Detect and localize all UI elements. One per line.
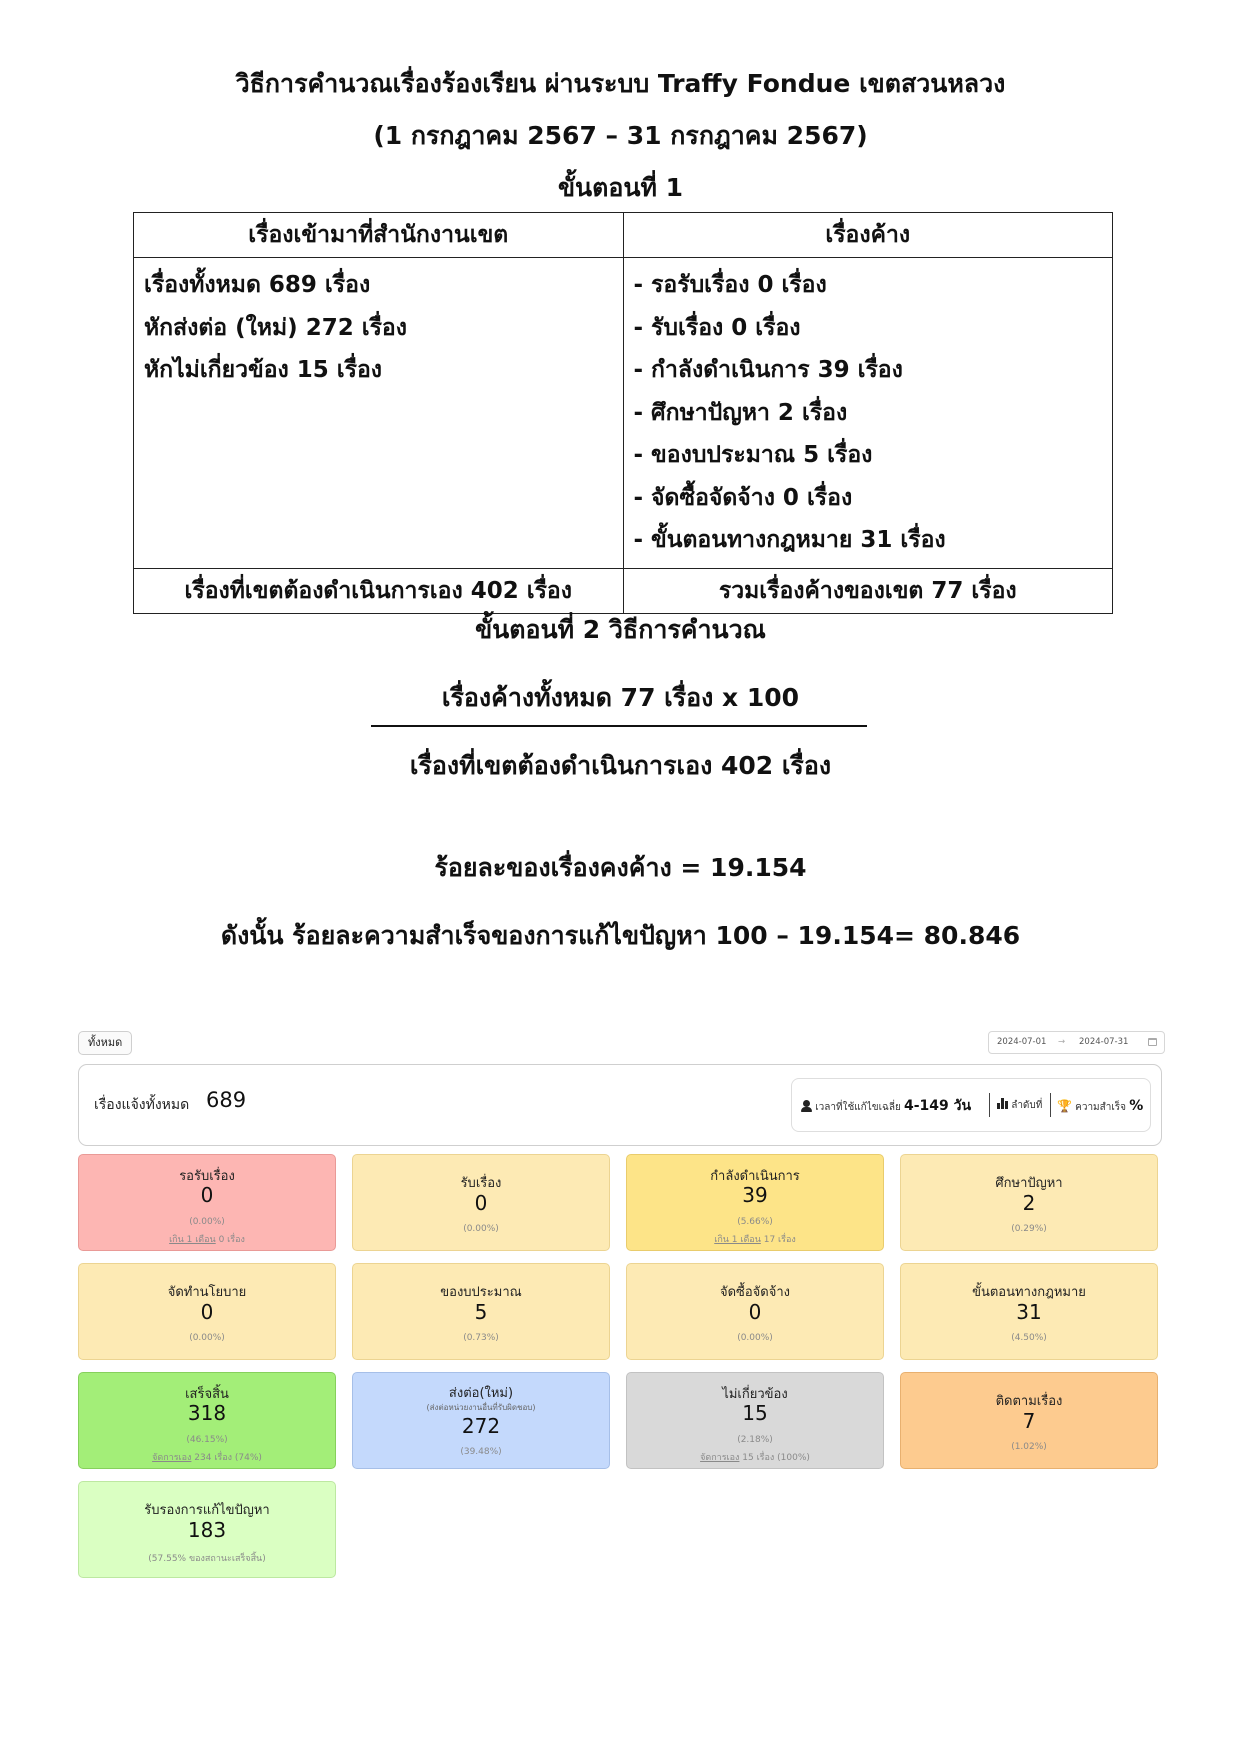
step2-heading: ขั้นตอนที่ 2 วิธีการคำนวณ — [475, 615, 766, 644]
incoming-line-unrelated: หักไม่เกี่ยวข้อง 15 เรื่อง — [144, 357, 383, 383]
card-note — [627, 1450, 883, 1464]
card-title: ของบประมาณ — [440, 1285, 522, 1300]
card-note — [627, 1232, 883, 1246]
card-value: 318 — [187, 1401, 227, 1425]
status-card-follow-up[interactable] — [900, 1372, 1158, 1469]
date-arrow-icon: → — [1058, 1037, 1066, 1047]
avg-time-stat — [801, 1096, 971, 1116]
pending-line-waiting: - รอรับเรื่อง 0 เรื่อง — [633, 272, 827, 298]
card-percent: (0.29%) — [1011, 1224, 1047, 1234]
card-percent: (57.55% ของสถานะเสร็จสิ้น) — [148, 1554, 266, 1564]
card-percent: (39.48%) — [460, 1447, 502, 1457]
incoming-cell — [134, 258, 624, 569]
card-value: 272 — [461, 1414, 501, 1438]
card-value: 7 — [1022, 1409, 1036, 1433]
rank-label: ลำดับที่ — [1011, 1100, 1043, 1111]
card-value: 183 — [187, 1518, 227, 1542]
card-percent: (2.18%) — [737, 1435, 773, 1445]
card-note-text: 0 เรื่อง — [215, 1235, 245, 1245]
status-card-policy[interactable] — [78, 1263, 336, 1360]
card-title: ศึกษาปัญหา — [995, 1176, 1063, 1191]
card-value: 39 — [742, 1183, 768, 1207]
percent-pending: ร้อยละของเรื่องคงค้าง = 19.154 — [434, 853, 807, 882]
card-note-text: 15 เรื่อง (100%) — [739, 1453, 810, 1463]
card-percent: (1.02%) — [1011, 1442, 1047, 1452]
card-subtitle: (ส่งต่อหน่วยงานอื่นที่รับผิดชอบ) — [426, 1403, 536, 1412]
document-title: วิธีการคำนวณเรื่องร้องเรียน ผ่านระบบ Traffy Fondue เขตสวนหลวง — [235, 69, 1006, 98]
avg-time-label: เวลาที่ใช้แก้ไขเฉลี่ย — [815, 1102, 901, 1113]
card-title: จัดซื้อจัดจ้าง — [719, 1285, 790, 1300]
card-title: รับเรื่อง — [460, 1176, 502, 1191]
step1-heading: ขั้นตอนที่ 1 — [557, 173, 684, 202]
success-label: ความสำเร็จ — [1075, 1102, 1127, 1113]
card-value: 15 — [742, 1401, 768, 1425]
self-handled-link[interactable]: จัดการเอง — [700, 1453, 740, 1463]
trophy-icon: 🏆 — [1057, 1099, 1072, 1113]
self-handled-link[interactable]: จัดการเอง — [152, 1453, 192, 1463]
filter-all-chip[interactable]: ทั้งหมด — [78, 1031, 132, 1055]
card-note — [79, 1232, 335, 1246]
status-card-studying[interactable] — [900, 1154, 1158, 1251]
status-card-received[interactable] — [352, 1154, 610, 1251]
podium-icon — [997, 1098, 1008, 1109]
summary-count: 689 — [206, 1088, 247, 1112]
status-card-budget[interactable] — [352, 1263, 610, 1360]
table-header-incoming: เรื่องเข้ามาที่สำนักงานเขต — [134, 213, 624, 258]
pending-line-legal: - ขั้นตอนทางกฎหมาย 31 เรื่อง — [633, 527, 946, 553]
card-title: ส่งต่อ(ใหม่) — [448, 1386, 514, 1401]
card-percent: (4.50%) — [1011, 1333, 1047, 1343]
card-note-text: 17 เรื่อง — [760, 1235, 796, 1245]
card-value: 2 — [1022, 1191, 1036, 1215]
card-value: 0 — [748, 1300, 762, 1324]
card-note-text: 234 เรื่อง (74%) — [191, 1453, 262, 1463]
status-card-completed[interactable] — [78, 1372, 336, 1469]
card-note — [79, 1450, 335, 1464]
card-percent: (0.00%) — [189, 1333, 225, 1343]
stat-divider — [1050, 1093, 1051, 1117]
status-card-forwarded[interactable] — [352, 1372, 610, 1469]
summary-label: เรื่องแจ้งทั้งหมด — [94, 1097, 190, 1113]
pending-line-budget: - ของบประมาณ 5 เรื่อง — [633, 442, 873, 468]
fraction-numerator: เรื่องค้างทั้งหมด 77 เรื่อง x 100 — [441, 683, 800, 712]
pending-line-studying: - ศึกษาปัญหา 2 เรื่อง — [633, 399, 848, 426]
stat-divider — [989, 1093, 990, 1117]
card-percent: (0.73%) — [463, 1333, 499, 1343]
card-percent: (0.00%) — [737, 1333, 773, 1343]
date-start[interactable]: 2024-07-01 — [997, 1037, 1047, 1047]
status-card-unrelated[interactable] — [626, 1372, 884, 1469]
success-value: % — [1129, 1098, 1144, 1114]
success-stat[interactable] — [1057, 1096, 1143, 1116]
footer-total-pending: รวมเรื่องค้างของเขต 77 เรื่อง — [623, 569, 1113, 614]
card-title: ขั้นตอนทางกฎหมาย — [972, 1285, 1086, 1300]
pending-cell — [623, 258, 1113, 569]
card-value: 0 — [200, 1300, 214, 1324]
person-icon — [801, 1100, 812, 1112]
card-title: ไม่เกี่ยวข้อง — [722, 1387, 788, 1402]
avg-time-value: 4-149 วัน — [904, 1098, 972, 1114]
pending-line-received: - รับเรื่อง 0 เรื่อง — [633, 314, 801, 341]
date-range-picker[interactable] — [988, 1031, 1165, 1054]
pending-line-in-progress: - กำลังดำเนินการ 39 เรื่อง — [633, 357, 903, 383]
card-title: เสร็จสิ้น — [185, 1387, 229, 1402]
fraction-denominator: เรื่องที่เขตต้องดำเนินการเอง 402 เรื่อง — [409, 751, 832, 780]
table-header-pending: เรื่องค้าง — [623, 213, 1113, 258]
overdue-link[interactable]: เกิน 1 เดือน — [169, 1235, 216, 1245]
fraction-bar — [371, 725, 867, 727]
date-end[interactable]: 2024-07-31 — [1079, 1037, 1129, 1047]
card-title: รับรองการแก้ไขปัญหา — [144, 1503, 270, 1518]
card-value: 0 — [474, 1191, 488, 1215]
card-percent: (5.66%) — [737, 1217, 773, 1227]
summary-bar — [78, 1064, 1162, 1146]
card-percent: (46.15%) — [186, 1435, 228, 1445]
rank-stat[interactable] — [997, 1096, 1042, 1116]
status-card-certified[interactable] — [78, 1481, 336, 1578]
footer-district-handled: เรื่องที่เขตต้องดำเนินการเอง 402 เรื่อง — [134, 569, 624, 614]
status-card-waiting[interactable] — [78, 1154, 336, 1251]
calculation-table — [133, 212, 1113, 614]
card-title: กำลังดำเนินการ — [710, 1169, 800, 1184]
status-card-procurement[interactable] — [626, 1263, 884, 1360]
incoming-line-total: เรื่องทั้งหมด 689 เรื่อง — [144, 272, 371, 298]
status-card-in-progress[interactable] — [626, 1154, 884, 1251]
calendar-icon[interactable] — [1148, 1038, 1157, 1046]
status-card-legal[interactable] — [900, 1263, 1158, 1360]
percent-success: ดังนั้น ร้อยละความสำเร็จของการแก้ไขปัญหา 100 – 19.154= 80.846 — [220, 921, 1021, 950]
card-title: จัดทำนโยบาย — [167, 1285, 247, 1300]
card-percent: (0.00%) — [463, 1224, 499, 1234]
stats-pill — [791, 1078, 1151, 1132]
card-value: 5 — [474, 1300, 488, 1324]
document-period: (1 กรกฎาคม 2567 – 31 กรกฎาคม 2567) — [373, 121, 868, 150]
card-title: รอรับเรื่อง — [179, 1169, 235, 1184]
overdue-link[interactable]: เกิน 1 เดือน — [714, 1235, 761, 1245]
card-value: 31 — [1016, 1300, 1042, 1324]
card-value: 0 — [200, 1183, 214, 1207]
card-title: ติดตามเรื่อง — [995, 1394, 1063, 1409]
pending-line-procurement: - จัดซื้อจัดจ้าง 0 เรื่อง — [633, 484, 853, 511]
incoming-line-forwarded: หักส่งต่อ (ใหม่) 272 เรื่อง — [144, 314, 407, 341]
card-percent: (0.00%) — [189, 1217, 225, 1227]
